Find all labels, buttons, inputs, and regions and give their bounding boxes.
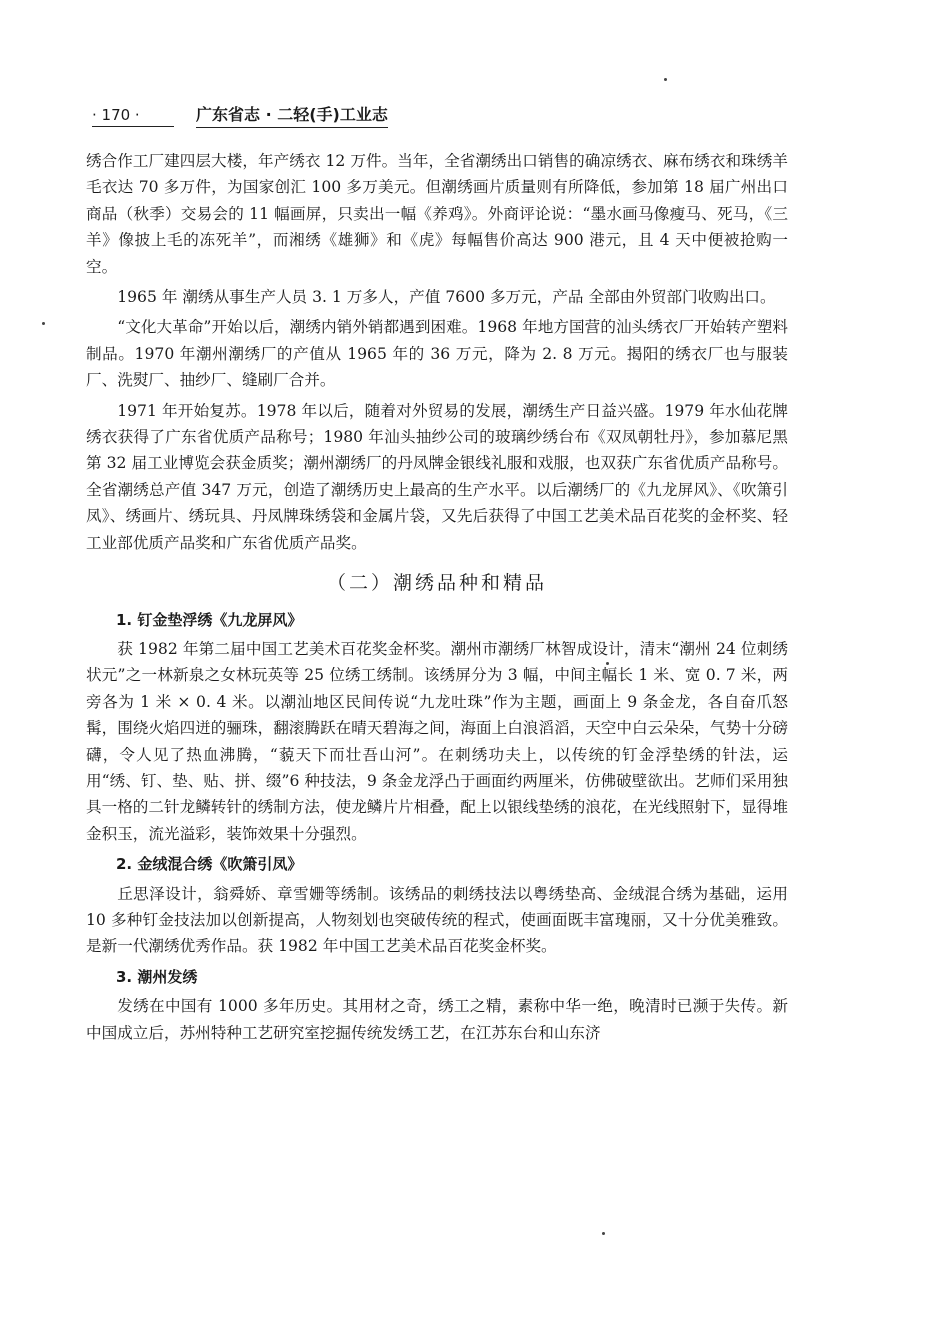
body-text (86, 148, 788, 1050)
scan-speck (602, 1232, 605, 1235)
paragraph-1: 绣合作工厂建四层大楼，年产绣衣 12 万件。当年，全省潮绣出口销售的确凉绣衣、麻布绣衣和珠绣羊毛衣达 70 多万件，为国家创汇 100 多万美元。但潮绣画片质量则有所降低，参加第 18 届广州出口商品（秋季）交易会的 11 幅画屏，只卖出一幅《养鸡》。外商评论说：“墨水画马像瘦马、死马，《三羊》像披上毛的冻死羊”，而湘绣《雄狮》和《虎》每幅售价高达 900 港元，且 4 天中便被抢购一空。 (86, 152, 788, 276)
running-header (92, 102, 432, 128)
item-heading-1: 1. 钉金垫浮绣《九龙屏风》 (116, 610, 303, 629)
page-number: · 170 · (92, 106, 174, 127)
item-text-2: 丘思泽设计，翁舜娇、章雪姗等绣制。该绣品的刺绣技法以粤绣垫高、金绒混合绣为基础，运用 10 多种钉金技法加以创新提高，人物刻划也突破传统的程式，使画面既丰富瑰丽，又十分优美雅致。是新一代潮绣优秀作品。获 1982 年中国工艺美术品百花奖金杯奖。 (86, 884, 788, 956)
item-text-1: 获 1982 年第二届中国工艺美术百花奖金杯奖。潮州市潮绣厂林智成设计，清末“潮州 24 位刺绣状元”之一林新泉之女林玩英等 25 位绣工绣制。该绣屏分为 3 幅，中间主幅长 1 米、宽 0. 7 米，两旁各为 1 米 × 0. 4 米。以潮汕地区民间传说“九龙吐珠”作为主题，画面上 9 条金龙，各自奋爪怒髯，围绕火焰四迸的骊珠，翻滚腾跃在晴天碧海之间，海面上白浪滔滔，天空中白云朵朵，气势十分磅礴，令人见了热血沸腾，“藐天下而壮吾山河”。在刺绣功夫上，以传统的钉金浮垫绣的针法，运用“绣、钉、垫、贴、拼、缀”6 种技法，9 条金龙浮凸于画面约两厘米，仿佛破壁欲出。艺师们采用独具一格的二针龙鳞转针的绣制方法，使龙鳞片片相叠，配上以银线垫绣的浪花，在光线照射下，显得堆金积玉，流光溢彩，装饰效果十分强烈。 (86, 639, 788, 843)
scan-speck (42, 322, 45, 325)
item-heading-3: 3. 潮州发绣 (116, 967, 198, 986)
scan-speck (606, 662, 609, 665)
item-text-3: 发绣在中国有 1000 多年历史。其用材之奇，绣工之精，素称中华一绝，晚清时已濒于失传。新中国成立后，苏州特种工艺研究室挖掘传统发绣工艺，在江苏东台和山东济 (86, 997, 788, 1042)
paragraph-2: 1965 年 潮绣从事生产人员 3. 1 万多人，产值 7600 多万元，产品 全部由外贸部门收购出口。 (117, 288, 776, 307)
book-title: 广东省志 · 二轻(手)工业志 (196, 102, 388, 128)
item-heading-2: 2. 金绒混合绣《吹箫引凤》 (116, 855, 303, 874)
paragraph-4: 1971 年开始复苏。1978 年以后，随着对外贸易的发展，潮绣生产日益兴盛。1979 年水仙花牌绣衣获得了广东省优质产品称号；1980 年汕头抽纱公司的玻璃纱绣台布《双凤朝牡丹》，参加慕尼黑第 32 届工业博览会获金质奖；潮州潮绣厂的丹凤牌金银线礼服和戏服，也双获广东省优质产品称号。全省潮绣总产值 347 万元，创造了潮绣历史上最高的生产水平。以后潮绣厂的《九龙屏风》、《吹箫引凤》、绣画片、绣玩具、丹凤牌珠绣袋和金属片袋，又先后获得了中国工艺美术品百花奖的金杯奖、轻工业部优质产品奖和广东省优质产品奖。 (86, 401, 788, 552)
section-title: （二）潮绣品种和精品 (326, 572, 547, 595)
paragraph-3: “文化大革命”开始以后，潮绣内销外销都遇到困难。1968 年地方国营的汕头绣衣厂开始转产塑料制品。1970 年潮州潮绣厂的产值从 1965 年的 36 万元，降为 2. 8 万元。揭阳的绣衣厂也与服装厂、洗熨厂、抽纱厂、缝刷厂合并。 (86, 318, 788, 390)
scan-speck (664, 78, 667, 81)
